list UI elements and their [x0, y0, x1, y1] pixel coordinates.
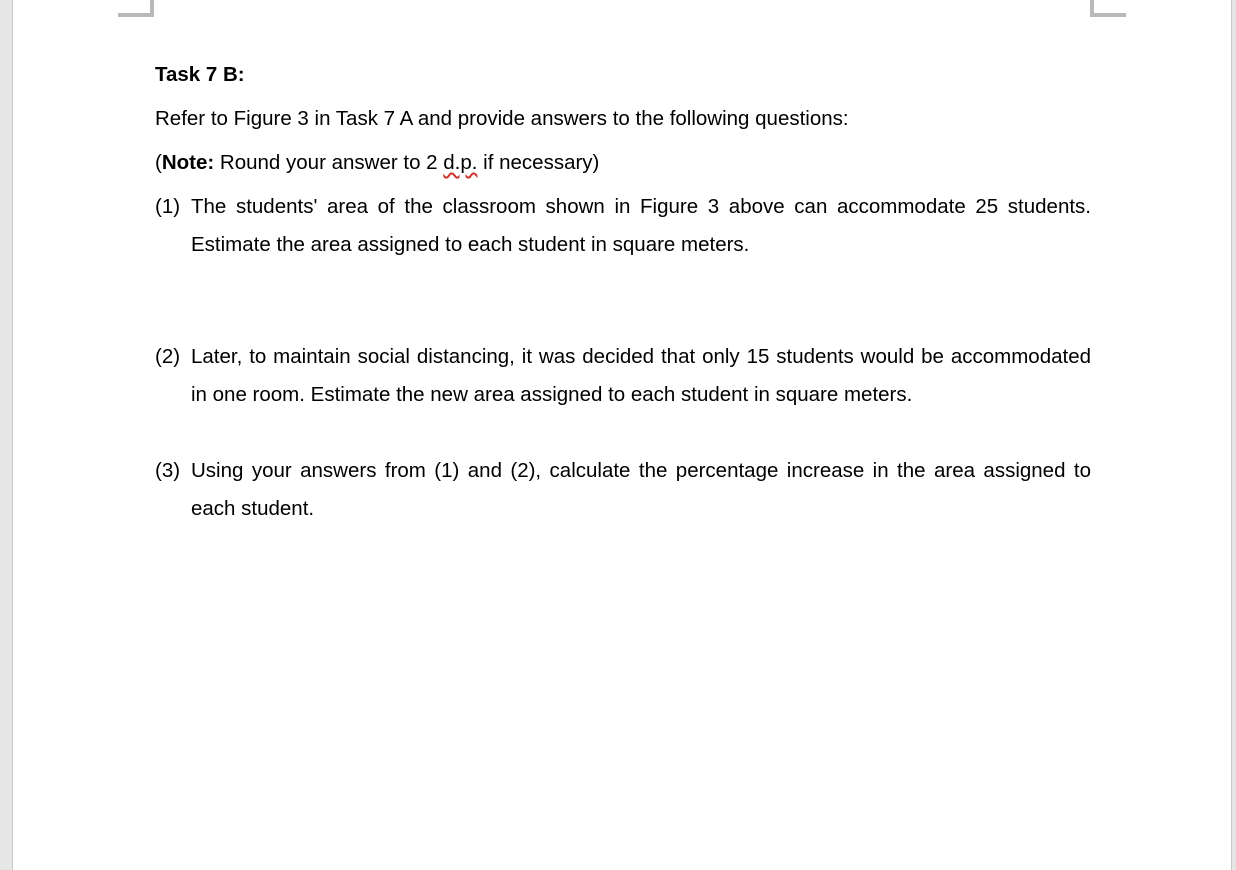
note-text-before: Round your answer to 2: [214, 151, 444, 174]
document-page: [12, 0, 1232, 870]
question-text: The students' area of the classroom shown in Figure 3 above can accommodate 25 students. Estimate the area assigned to each student in square meters.: [191, 195, 1091, 256]
question-number: (3): [155, 459, 181, 482]
question-number: (2): [155, 345, 181, 368]
task-heading: Task 7 B:: [155, 63, 245, 86]
question-3: [155, 452, 1091, 528]
page-corner-mark-top-right: [1090, 0, 1126, 17]
note-label: Note:: [161, 151, 215, 174]
note-text-after: if necessary): [477, 151, 600, 174]
question-2: [155, 338, 1091, 414]
note-paragraph: [155, 144, 1091, 182]
document-body[interactable]: [155, 56, 1091, 528]
spellcheck-flagged-word[interactable]: d.p.: [443, 151, 478, 174]
question-text: Using your answers from (1) and (2), calculate the percentage increase in the area assigned to each student.: [191, 459, 1091, 520]
page-corner-mark-top-left: [118, 0, 154, 17]
question-1: [155, 188, 1091, 264]
intro-paragraph: Refer to Figure 3 in Task 7 A and provide answers to the following questions:: [155, 107, 849, 130]
note-open-paren: (: [155, 151, 162, 174]
question-text: Later, to maintain social distancing, it was decided that only 15 students would be accommodated in one room. Estimate the new area assigned to each student in square meters.: [191, 345, 1091, 406]
question-number: (1): [155, 195, 181, 218]
